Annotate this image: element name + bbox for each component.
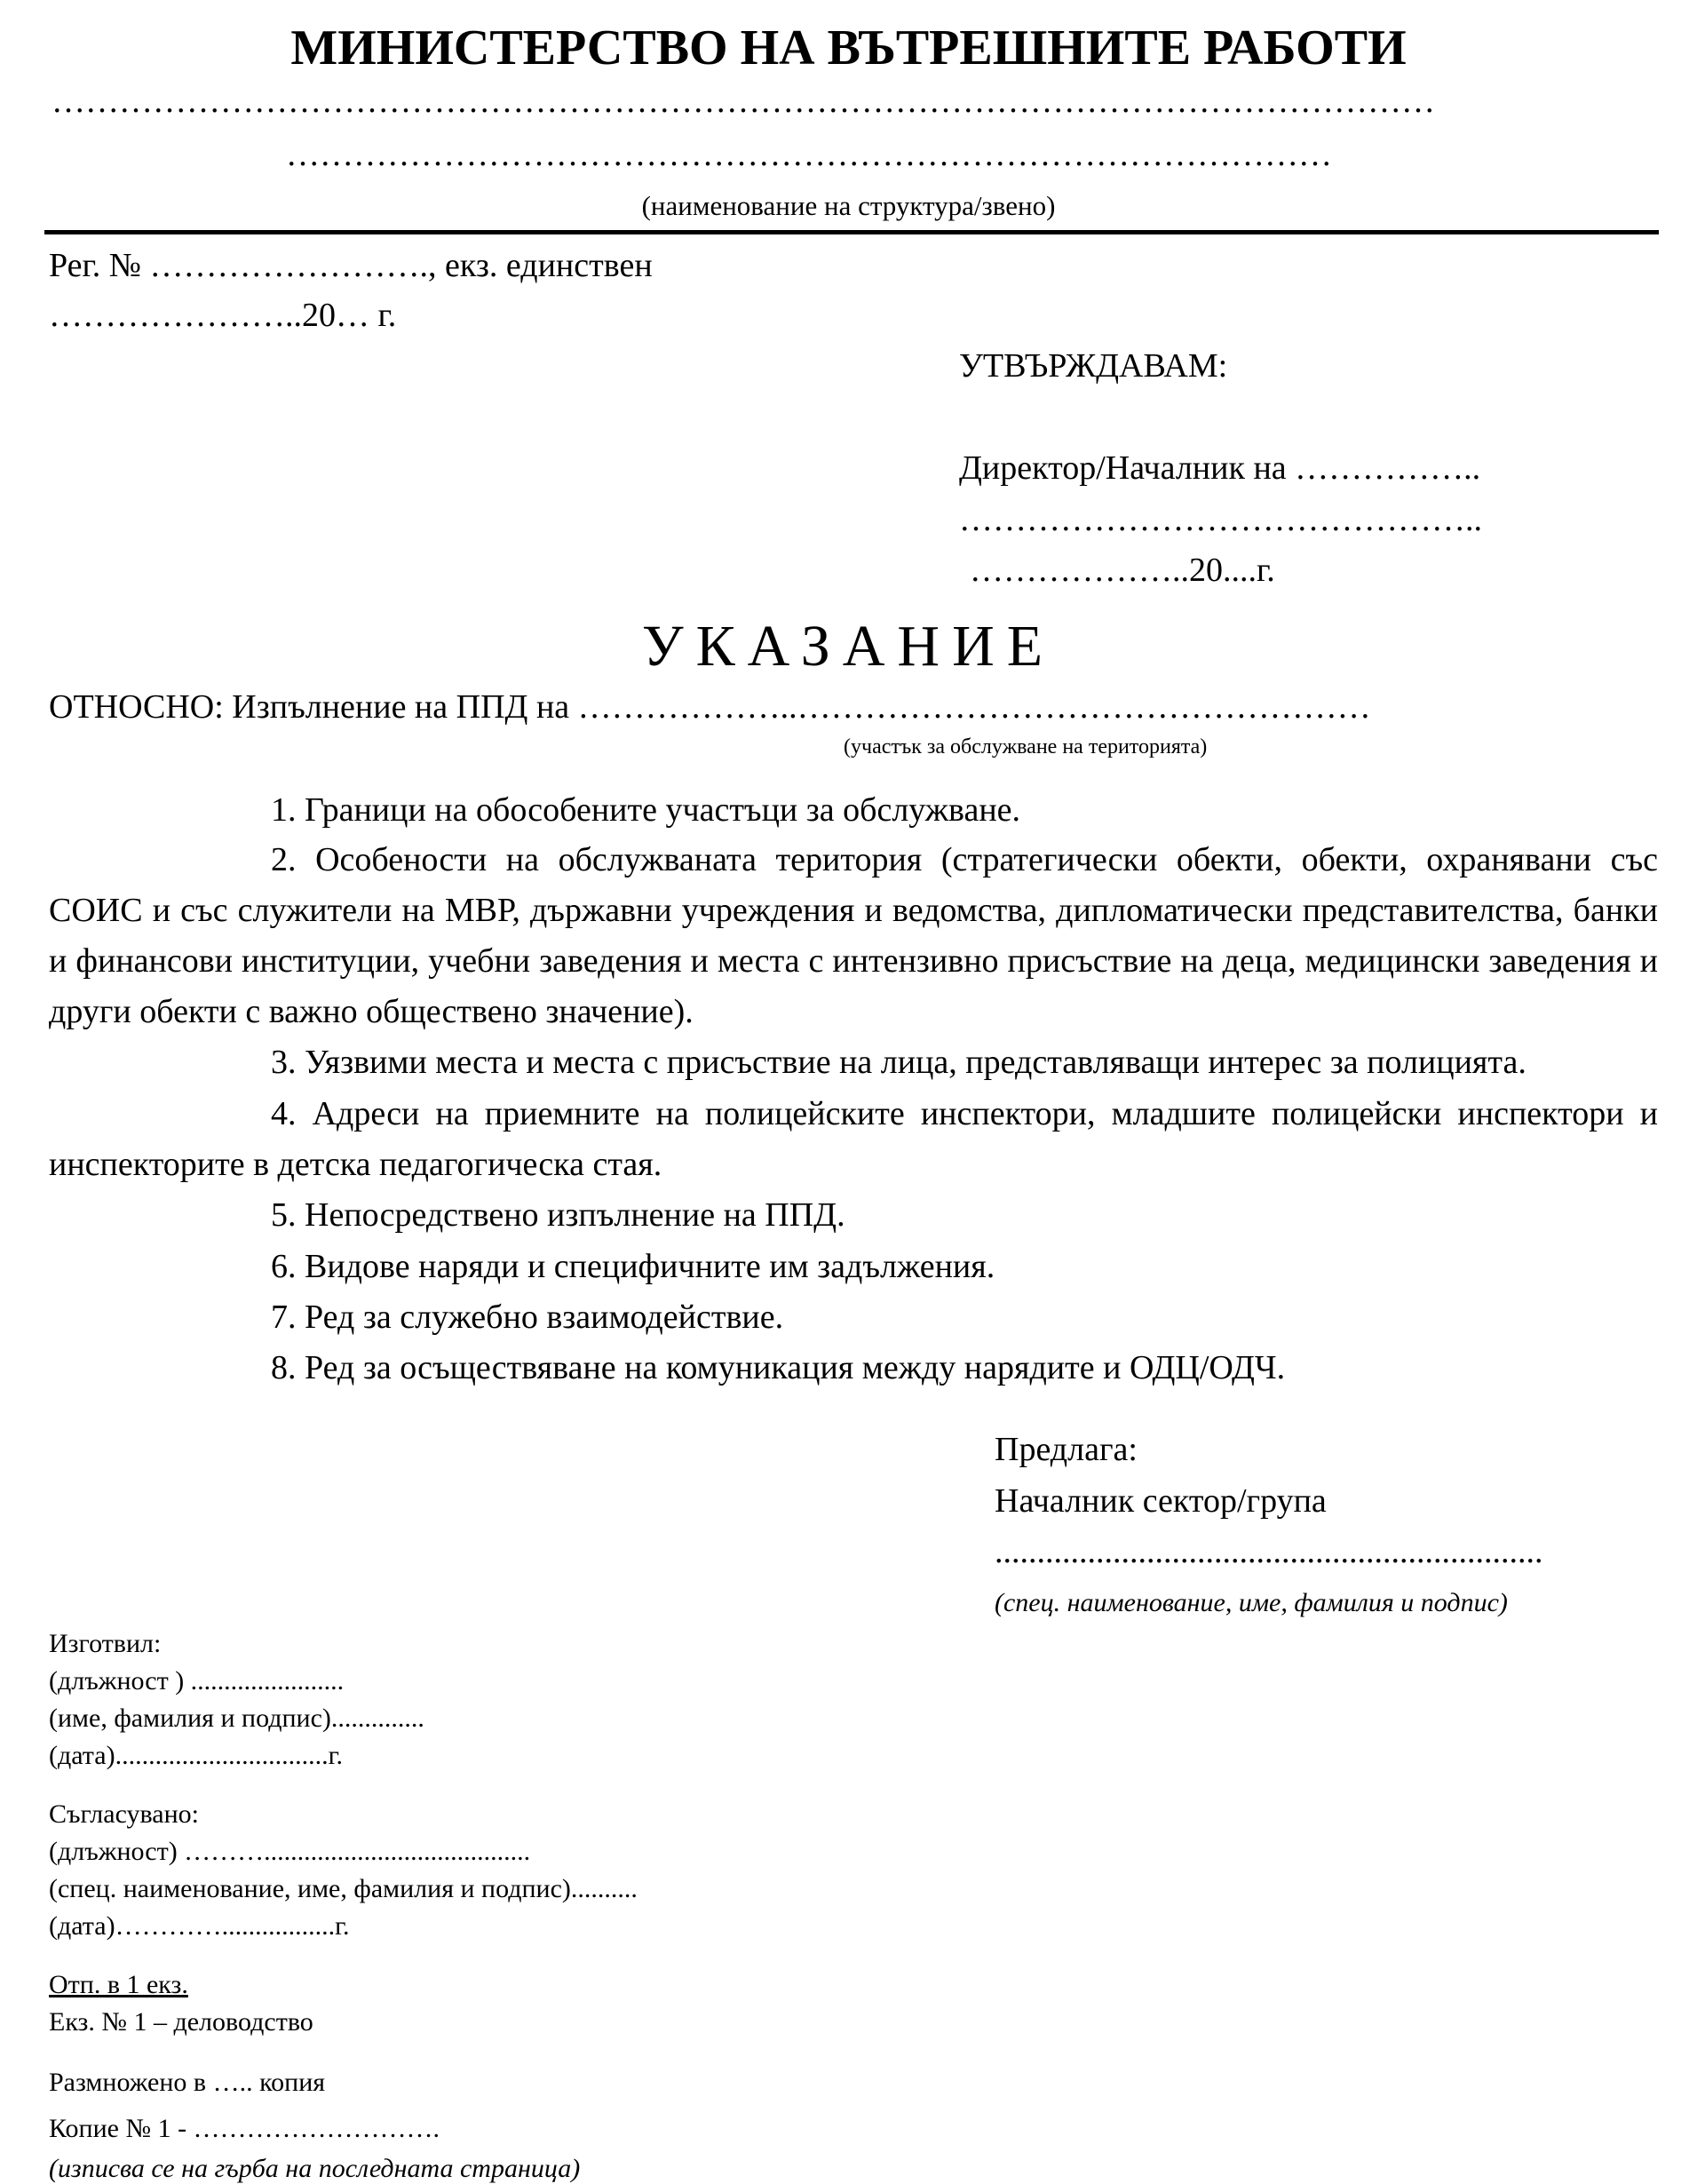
subject-hint: (участък за обслужване на територията)	[844, 735, 1208, 758]
item-5: 5. Непосредствено изпълнение на ППД.	[271, 1196, 845, 1234]
item-6: 6. Видове наряди и специфичните им задължения.	[271, 1248, 995, 1285]
proposal-signature-dots: .................................................................	[995, 1533, 1543, 1570]
approval-director: Директор/Началник на ……………..	[959, 449, 1481, 487]
prepared-name: (име, фамилия и подпис)..............	[49, 1704, 424, 1733]
printed-copies: Отп. в 1 екз.	[49, 1970, 188, 1999]
prepared-date: (дата)................................г.	[49, 1741, 343, 1770]
proposal-hint: (спец. наименование, име, фамилия и подпис)	[995, 1588, 1508, 1617]
header-divider	[44, 230, 1659, 234]
item-1: 1. Граници на обособените участъци за обслужване.	[271, 791, 1021, 829]
registration-number: Рег. № ……………………., екз. единствен	[49, 247, 653, 284]
agreed-position: (длъжност) ………........................................	[49, 1837, 531, 1866]
approval-date: ………………..20....г.	[970, 552, 1275, 589]
prepared-position: (длъжност ) .......................	[49, 1666, 345, 1696]
multiplied-copies: Размножено в ….. копия	[49, 2068, 326, 2097]
document-title: УКАЗАНИЕ	[641, 614, 1056, 679]
agreed-label: Съгласувано:	[49, 1799, 199, 1829]
agreed-name: (спец. наименование, име, фамилия и подпис)..........	[49, 1874, 638, 1903]
proposal-label: Предлага:	[995, 1431, 1138, 1468]
agreed-date: (дата)………….................г.	[49, 1911, 350, 1941]
back-page-note: (изписва се на гърба на последната страница)	[49, 2154, 581, 2183]
copy-line: Копие № 1 - ……………………….	[49, 2114, 440, 2143]
approval-heading: УТВЪРЖДАВАМ:	[959, 347, 1228, 385]
copy-registry: Екз. № 1 – деловодство	[49, 2007, 313, 2037]
registration-date: …………………..20… г.	[49, 297, 397, 334]
item-2: 2. Особености на обслужваната територия (стратегически обекти, обекти, охранявани със СОИС и със служители на МВР, държавни учреждения и ведомства, дипломатически представителства, банки и финансови институции, учебни заведения и места с интензивно присъствие на деца, медицински заведения и други обекти с важно обществено значение).	[49, 841, 1658, 1030]
subject-line: ОТНОСНО: Изпълнение на ППД на ………………..……………………………………………	[49, 688, 1371, 726]
structure-dots-line-2: …………………………………………………………………………………	[286, 136, 1332, 173]
item-3: 3. Уязвими места и места с присъствие на лица, представляващи интерес за полицията.	[271, 1044, 1527, 1081]
structure-hint: (наименование на структура/звено)	[641, 190, 1056, 221]
item-7: 7. Ред за служебно взаимодействие.	[271, 1298, 784, 1336]
prepared-label: Изготвил:	[49, 1629, 162, 1658]
item-8: 8. Ред за осъществяване на комуникация между нарядите и ОДЦ/ОДЧ.	[271, 1349, 1286, 1386]
approval-dots: ………………………………………..	[959, 501, 1482, 538]
structure-dots-line-1: ……………………………………………………………………………………………………………	[52, 83, 1435, 120]
ministry-title: МИНИСТЕРСТВО НА ВЪТРЕШНИТЕ РАБОТИ	[290, 20, 1407, 75]
item-4: 4. Адреси на приемните на полицейските инспектори, младшите полицейски инспектори и инспекторите в детска педагогическа стая.	[49, 1095, 1658, 1183]
proposal-position: Началник сектор/група	[995, 1482, 1327, 1520]
